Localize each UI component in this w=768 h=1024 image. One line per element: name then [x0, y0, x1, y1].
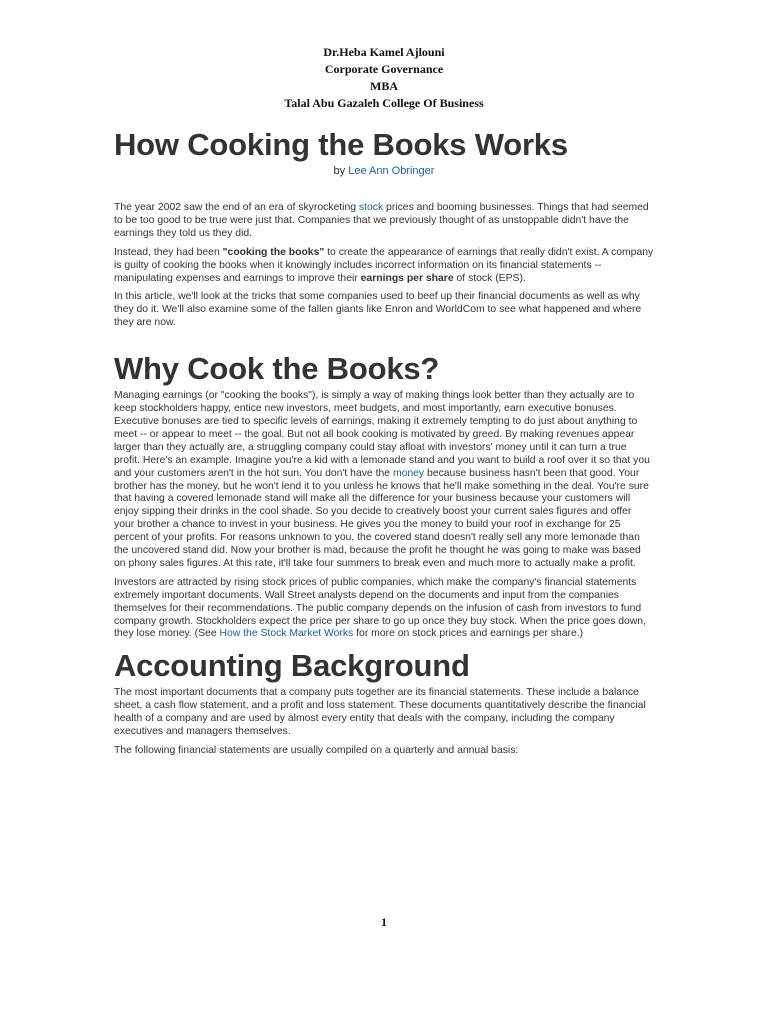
text-run: to create the appearance of earnings that really didn't exist. A company is guilty of cooking the books when it knowingly includes incorrect information on its financial statements -- manipulating expenses and earnings to improve their: [114, 246, 654, 284]
text-run: The year 2002 saw the end of an era of skyrocketing: [114, 202, 359, 213]
bold-term: earnings per share: [360, 272, 454, 284]
text-run: of stock (EPS).: [453, 272, 526, 284]
header-college: Talal Abu Gazaleh College Of Business: [284, 96, 484, 110]
page-number: 1: [381, 915, 387, 929]
section2-paragraph-2: The following financial statements are usually compiled on a quarterly and annual basis:: [114, 745, 519, 756]
text-run: for more on stock prices and earnings per share.): [353, 628, 584, 640]
section1-paragraph-1: [114, 390, 654, 571]
header-author: Dr.Heba Kamel Ajlouni: [323, 45, 445, 59]
bold-term: "cooking the books": [222, 246, 325, 258]
section2-paragraph-1: The most important documents that a company puts together are its financial statements. These include a balance sheet, a cash flow statement, and a profit and loss statement. These documents quantitatively describe the financial health of a company and are used by almost every entity that deals with the company, including the company executives and managers themselves.: [114, 687, 646, 738]
document-header: [0, 44, 768, 112]
author-link[interactable]: Lee Ann Obringer: [348, 165, 435, 177]
stock-link[interactable]: stock: [358, 202, 384, 213]
intro-paragraph-1: [114, 202, 654, 241]
section1-paragraph-2: [114, 577, 654, 642]
section-heading-accounting: Accounting Background: [114, 648, 470, 684]
text-run: Investors are attracted by rising stock prices of public companies, which make the company's financial statements extremely important documents. Wall Street analysts depend on the documents and input from the companies themselves for their recommendations. The public company depends on the infusion of cash from investors to fund company growth. Stockholders expect the price per share to go up once they buy stock. When the price goes down, they lose money. (See: [114, 576, 646, 640]
text-run: Managing earnings (or "cooking the books"), is simply a way of making things look better than they actually are to keep stockholders happy, entice new investors, meet budgets, and most importantly, earn executive bonuses. Executive bonuses are tied to specific levels of earnings, making it extremely tempting to do just about anything to meet -- or appear to meet -- the goal. But not all book cooking is motivated by greed. By making revenues appear larger than they actually are, a struggling company could stay afloat with investors' money until it can turn a true profit. Here's an example. Imagine you're a kid with a lemonade stand and you want to build a roof over it so that you and your customers aren't in the hot sun. You don't have the: [114, 390, 650, 479]
stock-market-link[interactable]: How the Stock Market Works: [219, 628, 354, 640]
money-link[interactable]: money: [392, 467, 425, 479]
article-title: How Cooking the Books Works: [114, 127, 568, 162]
text-run: Instead, they had been: [114, 246, 223, 258]
article-body: [114, 126, 654, 764]
byline-prefix: by: [333, 165, 346, 177]
byline: [114, 164, 654, 178]
intro-paragraph-2: [114, 247, 654, 286]
header-course: Corporate Governance: [324, 62, 444, 76]
intro-paragraph-3: In this article, we'll look at the tricks that some companies used to beef up their financial documents as well as why they do it. We'll also examine some of the fallen giants like Enron and WorldCom to see what happened and where they are now.: [114, 291, 642, 329]
header-program: MBA: [370, 79, 398, 93]
section-heading-why-cook: Why Cook the Books?: [114, 351, 440, 387]
text-run: prices and booming businesses. Things that had seemed to be too good to be true were just that. Companies that we previously thought of as unstoppable didn't have the earnings they told us they did.: [114, 202, 649, 239]
text-run: because business hasn't been that good. Your brother has the money, but he won't lend it to you unless he knows that he'll make something in the deal. You're sure that having a covered lemonade stand will make all the difference for your business because your customers will enjoy sipping their drinks in the cool shade. So you decide to creatively boost your current sales figures and offer your brother a chance to invest in your business. He gives you the money to build your roof in exchange for 25 percent of your profits. For reasons unknown to you, the covered stand doesn't really sell any more lemonade than the uncovered stand did. Now your brother is mad, because the profit he thought he was going to make was based on phony sales figures. At this rate, it'll take four summers to break even and much more to actually make a profit.: [114, 467, 649, 569]
